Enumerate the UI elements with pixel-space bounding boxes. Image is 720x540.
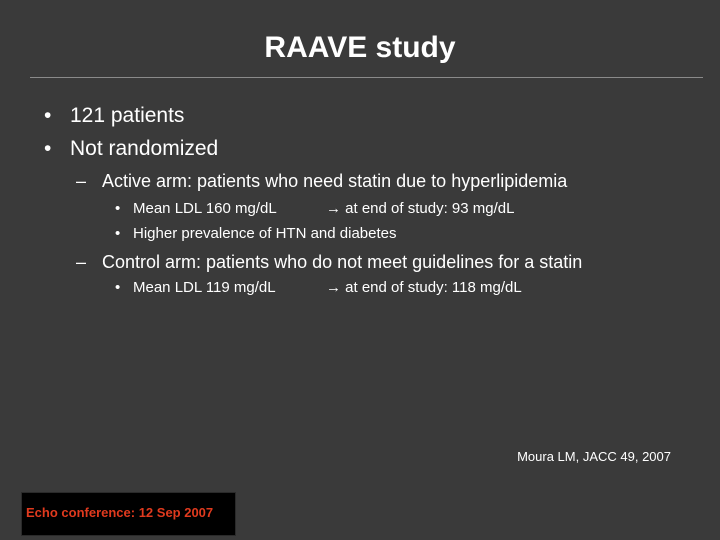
- active-arm-ldl-end: → at end of study: 93 mg/dL: [326, 200, 515, 217]
- control-arm-ldl: Mean LDL 119 mg/dL: [133, 279, 276, 296]
- bullet-icon: •: [115, 279, 121, 296]
- control-arm-text: Control arm: patients who do not meet guidelines for a statin: [102, 252, 583, 272]
- title-divider: [30, 77, 703, 78]
- dash-icon: –: [76, 171, 87, 191]
- citation: Moura LM, JACC 49, 2007: [517, 449, 671, 464]
- bullet-icon: •: [44, 104, 52, 127]
- bullet-not-randomized: Not randomized: [70, 137, 219, 160]
- active-arm-ldl: Mean LDL 160 mg/dL: [133, 200, 277, 217]
- footer-box: [21, 492, 236, 536]
- slide-title: RAAVE study: [264, 31, 456, 64]
- bullet-icon: •: [44, 137, 52, 160]
- dash-icon: –: [76, 252, 87, 272]
- control-arm-ldl-end: → at end of study: 118 mg/dL: [326, 279, 522, 296]
- bullet-icon: •: [115, 225, 121, 242]
- footer-label: Echo conference: 12 Sep 2007: [26, 505, 214, 520]
- active-arm-prevalence: Higher prevalence of HTN and diabetes: [133, 225, 397, 242]
- bullet-icon: •: [115, 200, 121, 217]
- active-arm-text: Active arm: patients who need statin due to hyperlipidemia: [102, 171, 568, 191]
- bullet-patients: 121 patients: [70, 104, 185, 127]
